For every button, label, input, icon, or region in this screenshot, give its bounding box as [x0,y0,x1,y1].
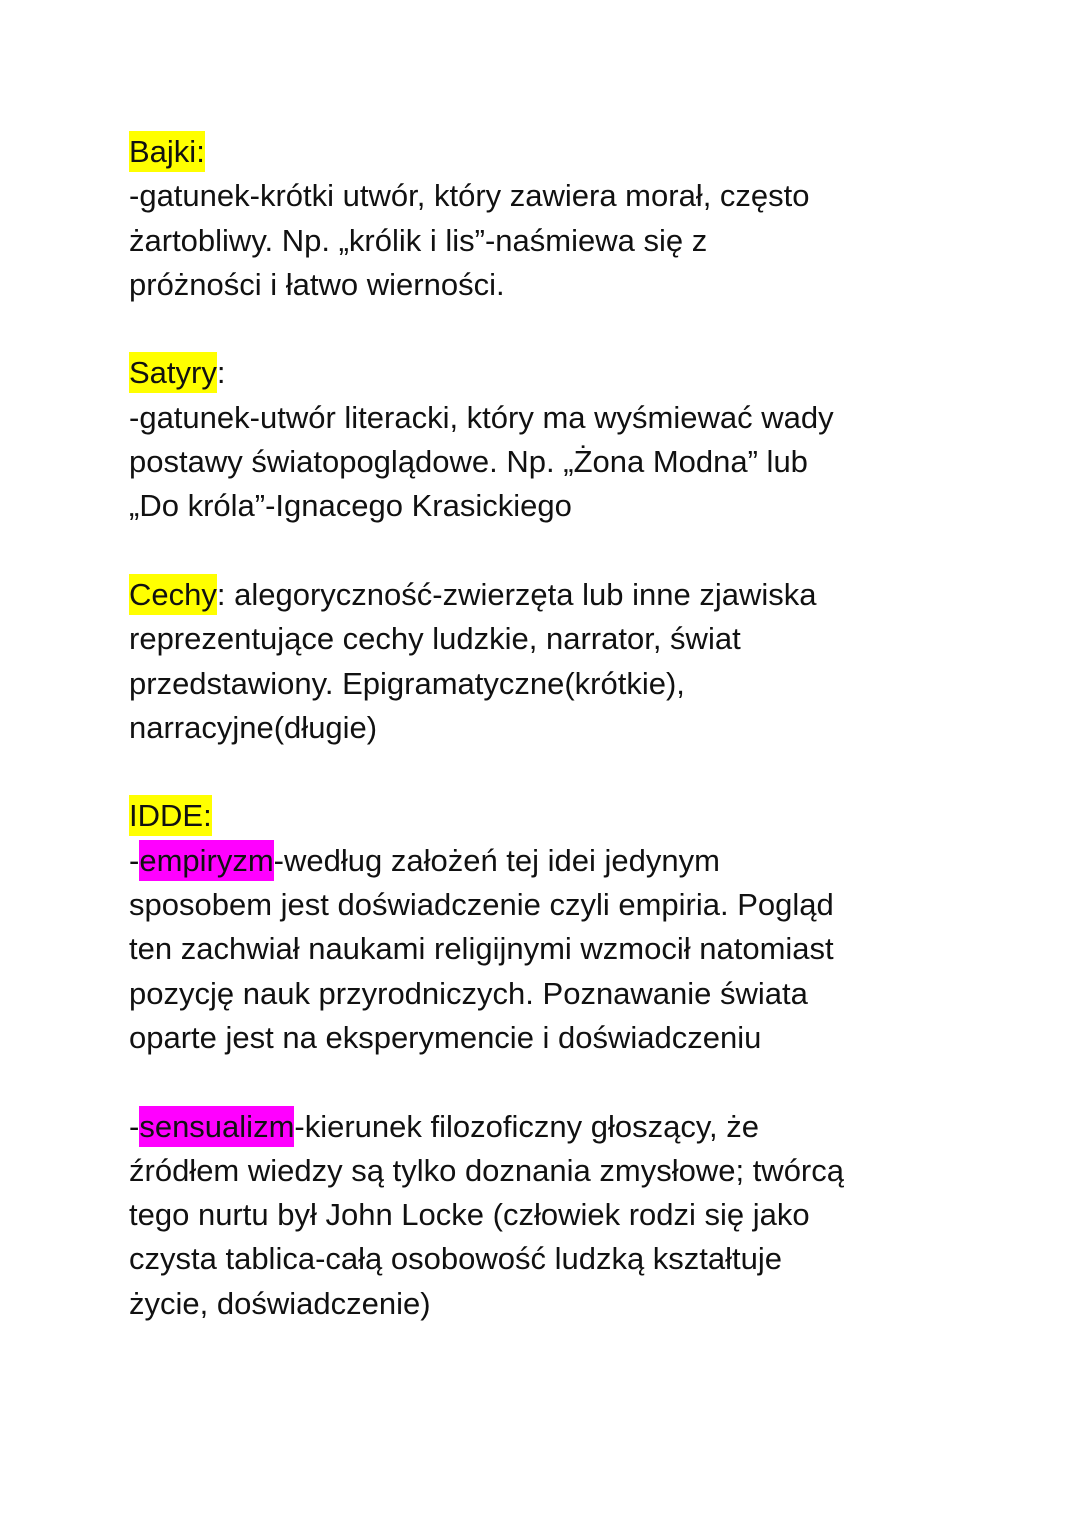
text-line: ten zachwiał naukami religijnymi wzmocił natomiast [129,931,834,967]
text-line: sposobem jest doświadczenie czyli empiria. Pogląd [129,887,834,923]
text-line: reprezentujące cechy ludzkie, narrator, świat [129,621,741,657]
text-line: czysta tablica-całą osobowość ludzką kształtuje [129,1241,783,1277]
text-line: narracyjne(długie) [129,709,378,745]
heading-satyry-line [129,351,1029,395]
text-span: : alegoryczność-zwierzęta lub inne zjawiska [216,576,817,612]
text-line: tego nurtu był John Locke (człowiek rodzi się jako [129,1197,810,1233]
heading-idee: IDDE: [129,795,212,836]
text-line: źródłem wiedzy są tylko doznania zmysłowe; twórcą [129,1152,844,1188]
heading-cechy: Cechy [129,574,217,615]
text-line: pozycję nauk przyrodniczych. Poznawanie świata [129,975,808,1011]
sensualizm-line [129,1105,1029,1149]
text-span: -według założeń tej idei jedynym [273,842,720,878]
dash: - [129,842,140,878]
term-sensualizm: sensualizm [139,1106,294,1147]
document-page [129,130,1029,1326]
heading-colon: : [216,355,226,391]
heading-idee-line [129,794,1029,838]
empiryzm-line [129,839,1029,883]
text-line: życie, doświadczenie) [129,1285,431,1321]
text-span: -kierunek filozoficzny głoszący, że [294,1108,759,1144]
text-line: „Do króla”-Ignacego Krasickiego [129,488,572,524]
text-line: przedstawiony. Epigramatyczne(krótkie), [129,665,685,701]
text-line: żartobliwy. Np. „królik i lis”-naśmiewa się z [129,222,708,258]
term-empiryzm: empiryzm [139,840,273,881]
heading-cechy-line [129,573,1029,617]
dash: - [129,1108,140,1144]
text-line: -gatunek-utwór literacki, który ma wyśmiewać wady [129,399,834,435]
heading-bajki-line [129,130,1029,174]
heading-bajki: Bajki: [129,131,205,172]
heading-satyry: Satyry [129,352,217,393]
text-line: postawy światopoglądowe. Np. „Żona Modna” lub [129,444,808,480]
text-line: oparte jest na eksperymencie i doświadczeniu [129,1019,762,1055]
text-line: -gatunek-krótki utwór, który zawiera morał, często [129,178,810,214]
text-line: próżności i łatwo wierności. [129,266,505,302]
